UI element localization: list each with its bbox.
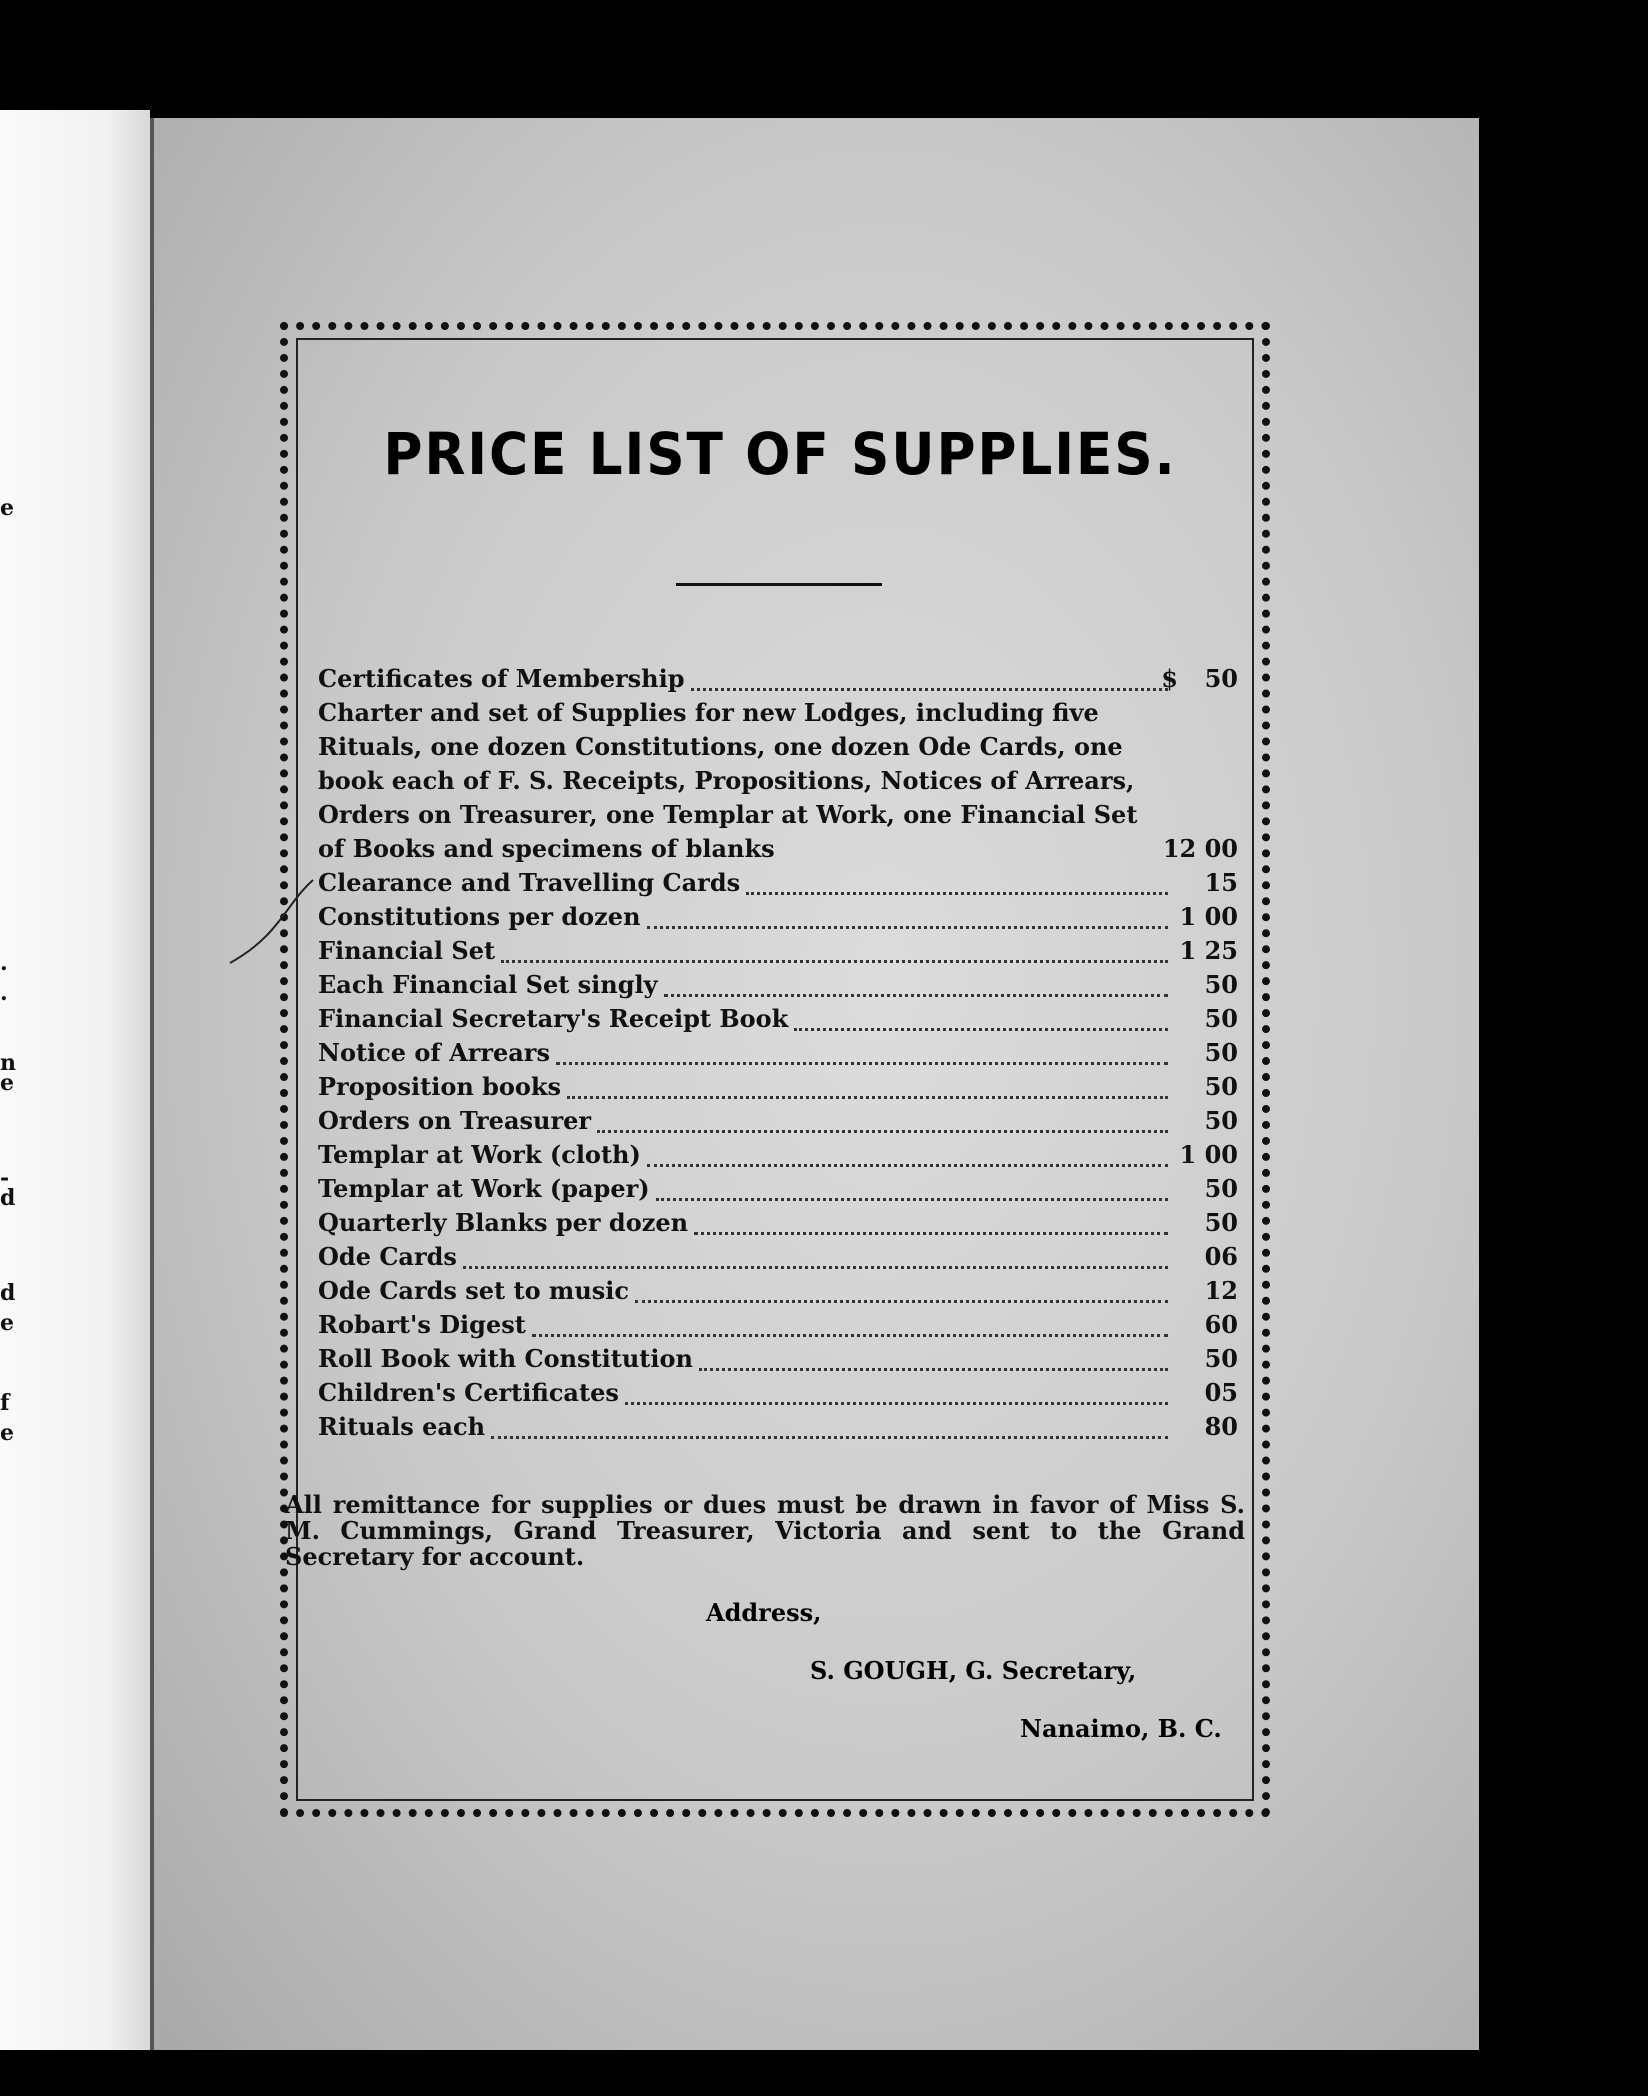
dot-leader (647, 892, 1168, 929)
facing-page-fragment: e (0, 1310, 14, 1336)
item-price: 50 (1204, 1072, 1238, 1101)
item-price: 50 (1204, 1208, 1238, 1237)
item-price: 12 00 (1162, 834, 1238, 863)
facing-page-fragment: e (0, 1070, 14, 1096)
item-price: 60 (1204, 1310, 1238, 1339)
item-label: Robart's Digest (318, 1310, 526, 1339)
list-item (318, 1410, 1238, 1444)
item-label: Constitutions per dozen (318, 902, 641, 931)
signer-name: S. GOUGH, G. Secretary, (810, 1656, 1137, 1685)
item-price: 50 (1204, 664, 1238, 693)
item-label: Notice of Arrears (318, 1038, 550, 1067)
dot-leader (656, 1164, 1168, 1201)
item-price: 1 00 (1179, 902, 1238, 931)
list-item (318, 696, 1238, 866)
title-rule (676, 583, 882, 586)
item-price: 50 (1204, 1174, 1238, 1203)
item-price: 50 (1204, 1344, 1238, 1373)
dot-leader (463, 1232, 1168, 1269)
item-label: Templar at Work (cloth) (318, 1140, 641, 1169)
facing-page-fragment: n (0, 1050, 16, 1076)
list-item (318, 662, 1238, 696)
item-price: 15 (1204, 868, 1238, 897)
dot-leader (567, 1062, 1168, 1099)
dot-leader (746, 858, 1168, 895)
item-price: 1 25 (1179, 936, 1238, 965)
facing-page-fragment: . (0, 980, 8, 1006)
dot-leader (794, 994, 1168, 1031)
item-label: Orders on Treasurer (318, 1106, 592, 1135)
dot-leader (635, 1266, 1168, 1303)
item-price: 50 (1204, 1106, 1238, 1135)
item-label: Financial Set (318, 936, 496, 965)
item-label: Rituals each (318, 1412, 486, 1441)
item-label: Clearance and Travelling Cards (318, 868, 741, 897)
facing-page-edge (0, 110, 150, 2050)
item-price: 05 (1204, 1378, 1238, 1407)
price-list (318, 662, 1238, 1444)
dot-leader (556, 1028, 1168, 1065)
item-label: Proposition books (318, 1072, 562, 1101)
facing-page-fragment: e (0, 1420, 14, 1446)
dot-leader (491, 1402, 1168, 1439)
remittance-note: All remittance for supplies or dues must be drawn in favor of Miss S. M. Cummings, Grand Treasurer, Victoria and sent to the Grand Secretary for account. (285, 1490, 1245, 1571)
item-price: 12 (1204, 1276, 1238, 1305)
dot-leader (691, 654, 1168, 691)
item-price: 06 (1204, 1242, 1238, 1271)
facing-page-fragment: - (0, 1165, 10, 1191)
dot-leader (597, 1096, 1168, 1133)
facing-page-fragment: e (0, 495, 14, 521)
item-label: Roll Book with Constitution (318, 1344, 693, 1373)
dot-leader (664, 960, 1168, 997)
item-label: Charter and set of Supplies for new Lodges, including five Rituals, one dozen Constitutions, one dozen Ode Cards, one book each of F. S. Receipts, Propositions, Notices of Arrears, Orders on Treasurer, one Templar at Work, one Financial Set of Books and specimens of blanks (318, 698, 1138, 863)
item-price: 50 (1204, 970, 1238, 999)
dot-leader (501, 926, 1168, 963)
item-price: 80 (1204, 1412, 1238, 1441)
facing-page-fragment: . (0, 950, 8, 976)
pen-mark (225, 875, 315, 965)
dot-leader (532, 1300, 1168, 1337)
address-label: Address, (706, 1598, 822, 1627)
item-label: Quarterly Blanks per dozen (318, 1208, 689, 1237)
item-label: Children's Certificates (318, 1378, 619, 1407)
item-label: Ode Cards set to music (318, 1276, 630, 1305)
facing-page-fragment: f (0, 1390, 10, 1416)
item-label: Templar at Work (paper) (318, 1174, 650, 1203)
item-label: Ode Cards (318, 1242, 457, 1271)
scan-border-right (1490, 0, 1648, 2096)
item-label: Certificates of Membership (318, 664, 685, 693)
dot-leader (699, 1334, 1168, 1371)
item-price: 1 00 (1179, 1140, 1238, 1169)
facing-page-fragment: d (0, 1185, 16, 1211)
scan-border-bottom (0, 2050, 1648, 2096)
page-title: PRICE LIST OF SUPPLIES. (383, 420, 1177, 488)
dollar-sign: $ (1161, 664, 1178, 693)
item-price: 50 (1204, 1038, 1238, 1067)
facing-page-fragment: d (0, 1280, 16, 1306)
item-label: Each Financial Set singly (318, 970, 658, 999)
dot-leader (694, 1198, 1168, 1235)
item-price: 50 (1204, 1004, 1238, 1033)
item-label: Financial Secretary's Receipt Book (318, 1004, 789, 1033)
dot-leader (647, 1130, 1168, 1167)
dot-leader (625, 1368, 1168, 1405)
scan-border-top (0, 0, 1648, 110)
signer-location: Nanaimo, B. C. (1020, 1714, 1222, 1743)
